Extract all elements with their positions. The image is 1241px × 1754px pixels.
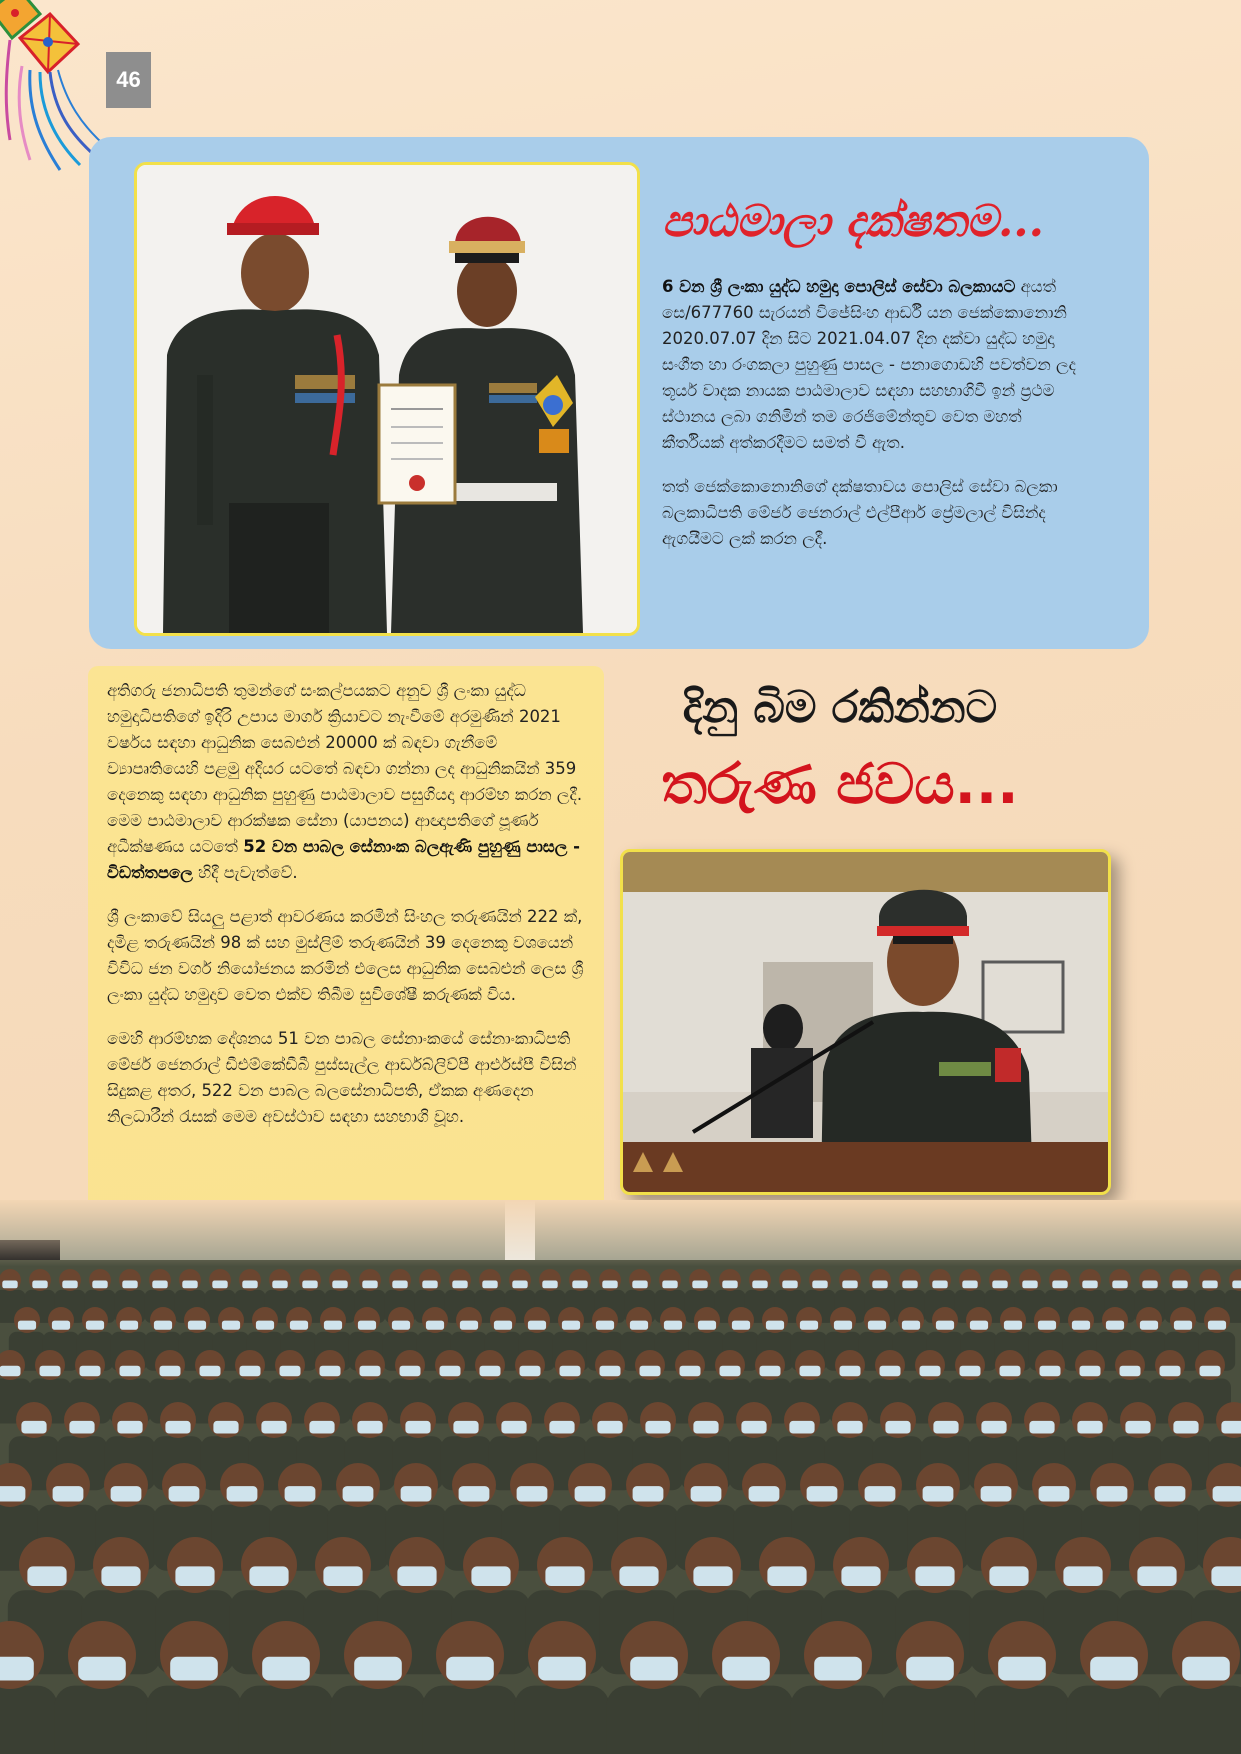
article-paragraph-1-bold: 52 වන පාබල සේනාංක බලඇණි පුහුණු පාසල - විඩත්තපලෙ xyxy=(107,837,580,882)
headline-line1: දිනු බිම රකින්නට xyxy=(682,682,998,733)
article-paragraph-3: මෙහි ආරම්භක දේශනය 51 වන පාබල සේනාංකයේ සේනාංකාධිපති මේජර් ජෙනරාල් ඩීඑම්කේඩීබී පුස්සැල්ල ආර්ඩබ්ලිව්පී ආර්එස්පී විසින් සිදුකළ අතර, 522 වන පාබල බලසේනාධිපති, ඒකක අණදෙන නිලධාරීන් රැසක් මෙම අවස්ථාව සඳහා සහභාගි වූහ. xyxy=(107,1029,577,1126)
award-photo xyxy=(134,162,640,636)
feature-heading: පාඨමාලා දක්ෂතම... xyxy=(662,196,1044,247)
article-paragraph-1-text: අතිගරු ජනාධිපති තුමන්ගේ සංකල්පයකට අනුව ශ්‍රී ලංකා යුද්ධ හමුදාධිපතිගේ ඉදිරි උපාය මාර්ග ක්‍රියාවට නැංවීමේ අරමුණින් 2021 වර්ෂය සඳහා ආධුනික සෙබළුන් 20000 ක් බඳවා ගැනීමේ ව්‍යාපෘතියෙහි පළමු අදියර යටතේ බඳවා ගන්නා ලද ආධුනිකයින් 359 දෙනෙකු සඳහා ආධුනික පුහුණු පාඨමාලාව පසුගියදා ආරම්භ කරන ලදී. මෙම පාඨමාලාව ආරක්ෂක සේනා (යාපනය) ආඥාපතිගේ පූර්ණ අධීක්ෂණය යටතේ xyxy=(107,681,583,856)
page-number: 46 xyxy=(106,52,151,108)
feature-lead-text: අයත් සෙ/677760 සැරයන් විජේසිංහ ආර්ඩී යන ජෙක්‍කොනොනි 2020.07.07 දින සිට 2021.04.07 දින දක්වා යුද්ධ හමුදා සංගීත හා රංගකලා පුහුණු පාසල - පනාගොඩහි පවත්වන ලද තූර්ය වාදක නායක පාඨමාලාව සඳහා සහභාගිවී ඉන් ප්‍රථම ස්ථානය ලබා ගනිමින් තම රෙජිමේන්තුව වෙත මහත් කීර්තියක් අත්කරදීමට සමත් වී ඇත. xyxy=(662,277,1076,452)
article-paragraph-1 xyxy=(107,678,587,886)
headline-line2: තරුණ ජවය... xyxy=(661,752,1019,817)
article-body xyxy=(107,678,587,1148)
recruits-crowd-photo xyxy=(0,1200,1241,1754)
feature-paragraph xyxy=(662,274,1082,456)
feature-lead-bold: 6 වන ශ්‍රී ලංකා යුද්ධ හමුදා පොලිස් සේවා බලකායට xyxy=(662,277,1016,296)
article-paragraph-1-end: හිදී පැවැත්වේ. xyxy=(192,863,298,882)
article-paragraph-2: ශ්‍රී ලංකාවේ සියලු පළාත් ආවරණය කරමින් සිංහල තරුණයින් 222 ක්, දමිළ තරුණයින් 98 ක් සහ මුස්ලිම් තරුණයින් 39 දෙනෙකු වශයෙන් විවිධ ජන වර්ග නියෝජනය කරමින් එලෙස ආධුනික සෙබළුන් ලෙස ශ්‍රී ලංකා යුද්ධ හමුදාව වෙත එක්ව තිබීම සුවිශේෂී කරුණක් විය. xyxy=(107,907,584,1004)
feature-body xyxy=(662,274,1082,570)
speaker-photo xyxy=(620,849,1111,1195)
feature-paragraph-second: තත් ජෙක්‍කොනොනිගේ දක්ෂතාවය පොලිස් සේවා බලකා බලකාධිපති මේජර් ජෙනරාල් එල්පීආර් ප්‍රේමලාල් විසින්ද ඇගයීමට ලක් කරන ලදී. xyxy=(662,477,1058,548)
